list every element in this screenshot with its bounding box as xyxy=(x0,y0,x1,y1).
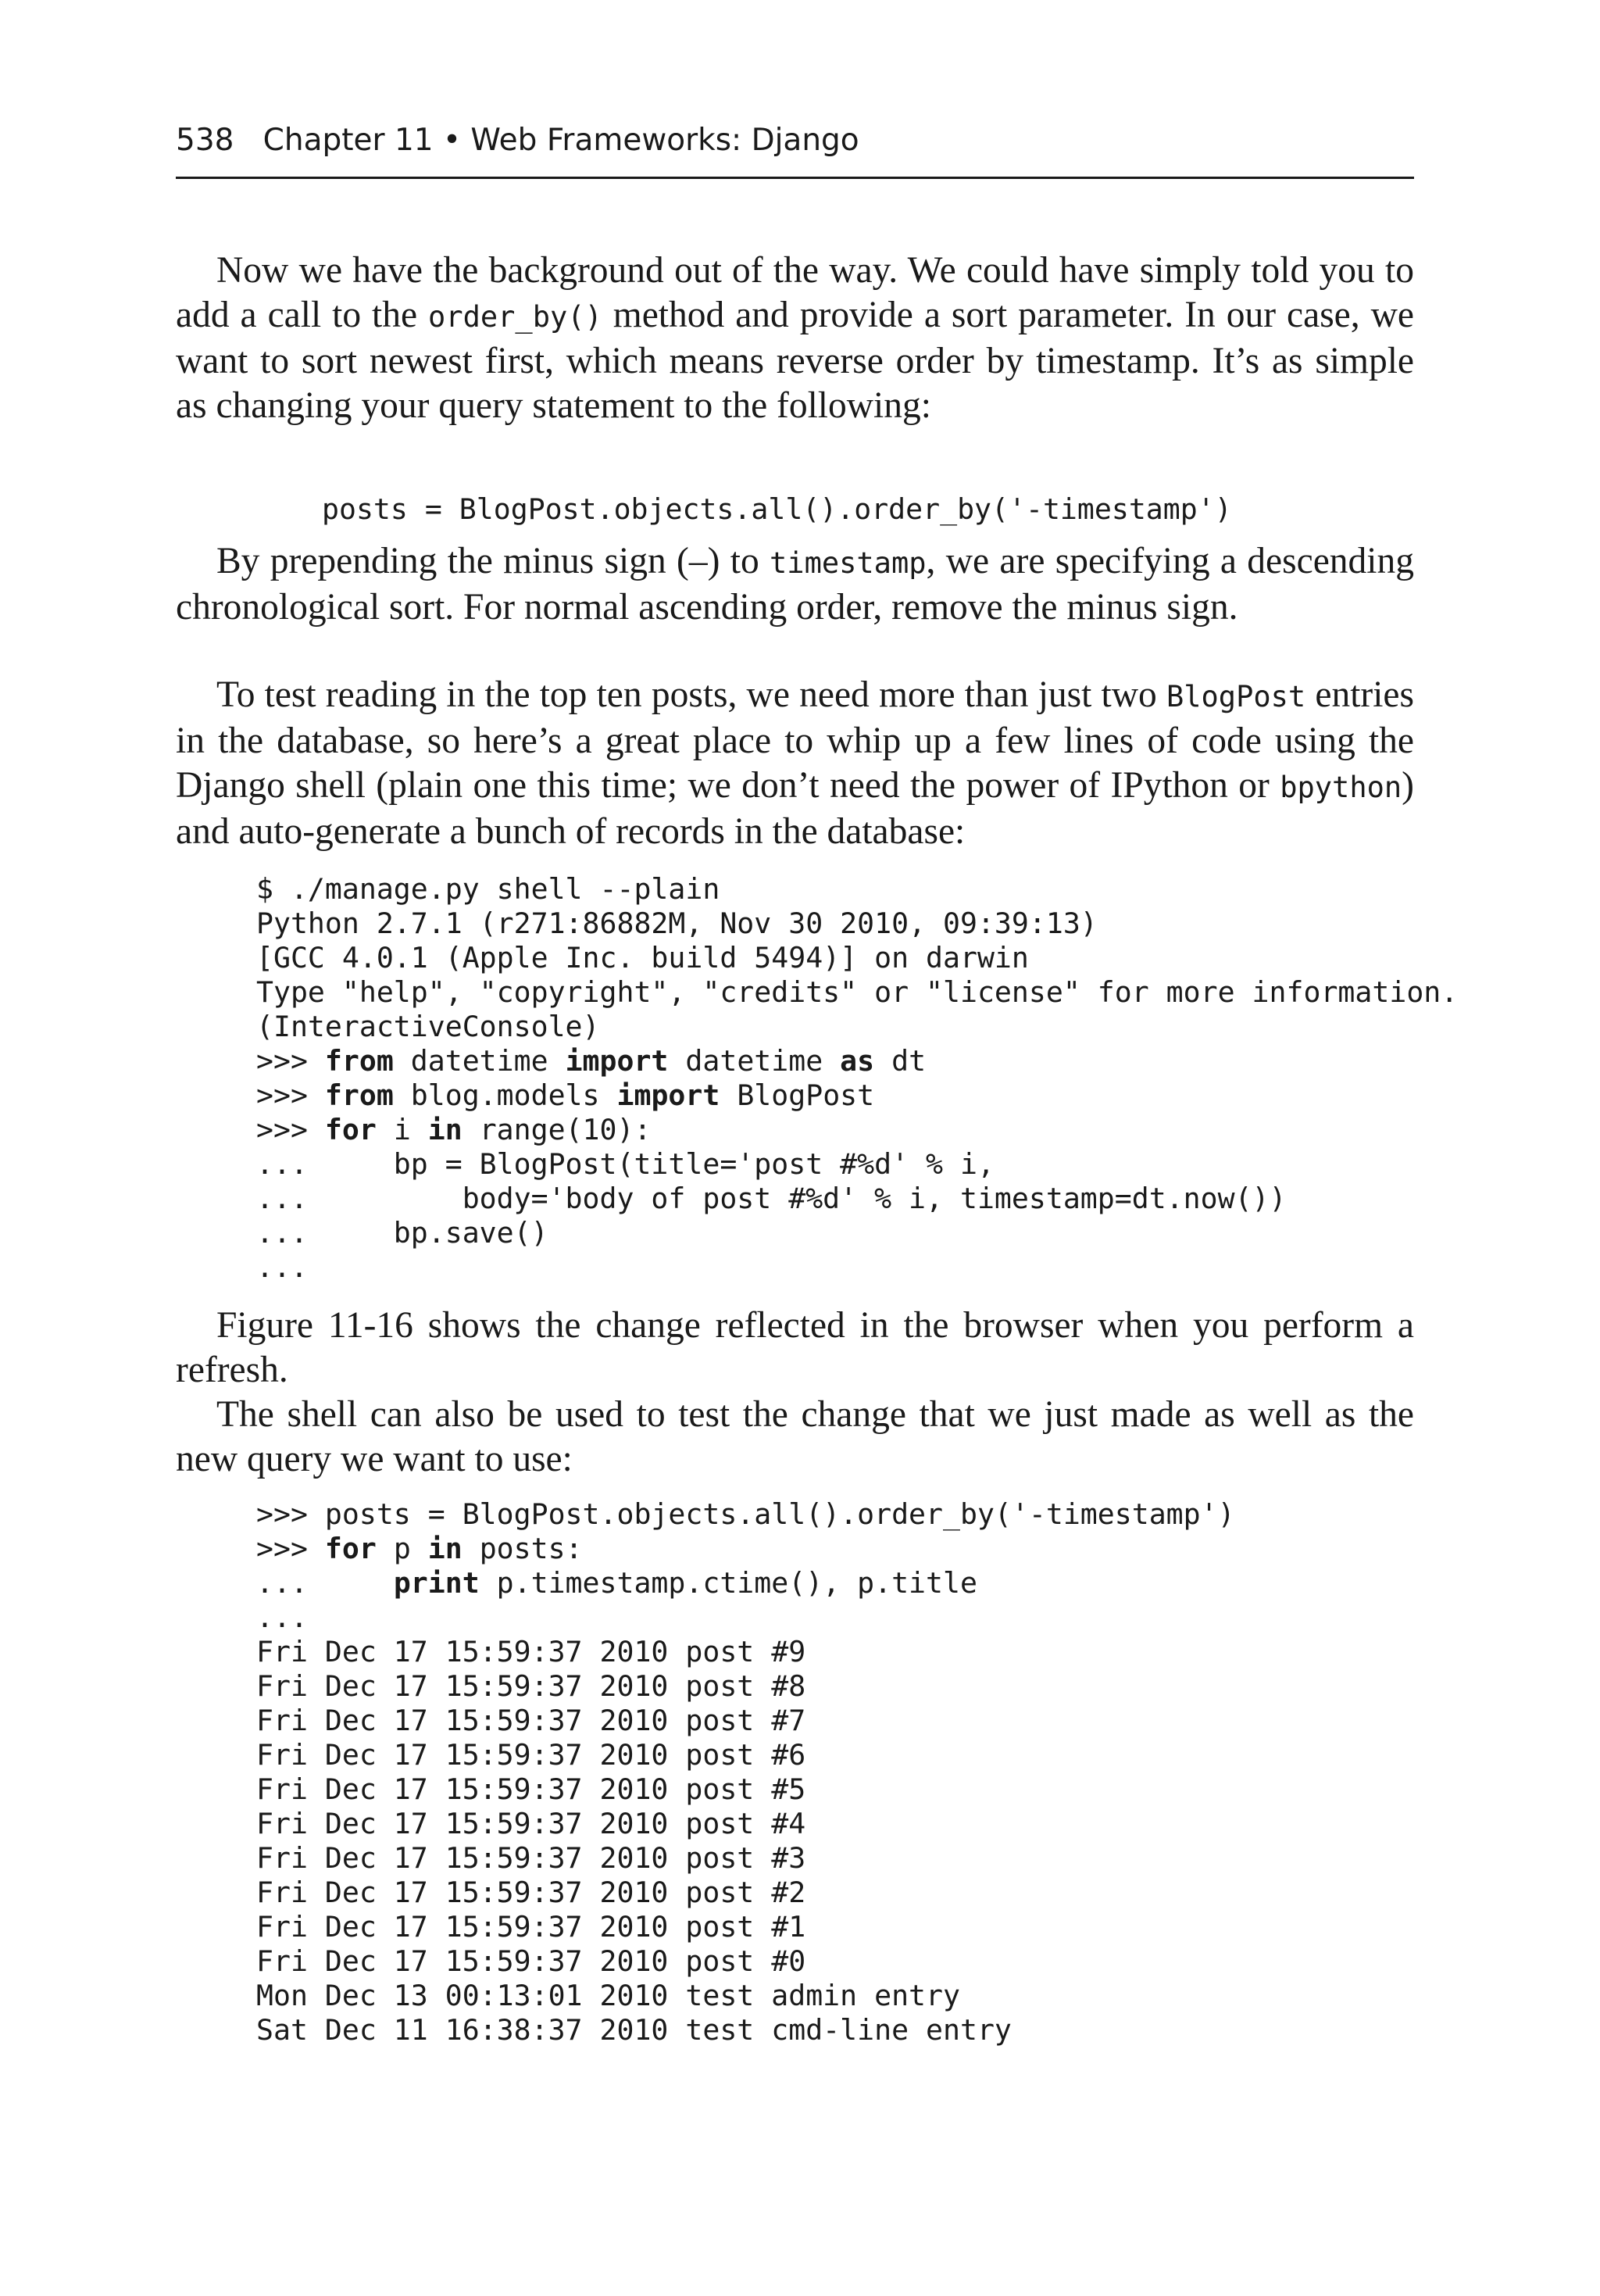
output-line: Fri Dec 17 15:59:37 2010 post #9 xyxy=(256,1635,806,1668)
output-line: Fri Dec 17 15:59:37 2010 post #4 xyxy=(256,1807,806,1840)
output-line: Fri Dec 17 15:59:37 2010 post #1 xyxy=(256,1910,806,1944)
running-header xyxy=(176,117,1414,164)
code-block-query-test: >>> posts = BlogPost.objects.all().order_by('-timestamp') >>> for p in posts: ... print p.timestamp.ctime(), p.title ... Fri Dec 17 15:59:37 2010 post #9 Fri Dec 17 15:59:37 2010 post #8 Fri Dec 17 15:59:37 2010 post #7 Fri Dec 17 15:59:37 2010 post #6 Fri Dec 17 15:59:37 2010 post #5 Fri Dec 17 15:59:37 2010 post #4 Fri Dec 17 15:59:37 2010 post #3 Fri Dec 17 15:59:37 2010 post #2 Fri Dec 17 15:59:37 2010 post #1 Fri Dec 17 15:59:37 2010 post #0 Mon Dec 13 00:13:01 2010 test admin entry Sat Dec 11 16:38:37 2010 test cmd-line entry xyxy=(256,1497,1235,2047)
output-line: Sat Dec 11 16:38:37 2010 test cmd-line entry xyxy=(256,2013,1012,2047)
header-rule xyxy=(176,177,1414,179)
paragraph-2: By prepending the minus sign (–) to timestamp, we are specifying a descending chronological sort. For normal ascending order, remove the minus sign. xyxy=(176,541,1414,628)
inline-code: timestamp xyxy=(770,546,927,580)
paragraph-4: Figure 11-16 shows the change reflected in the browser when you perform a refresh. xyxy=(176,1305,1414,1390)
inline-code: order_by() xyxy=(428,300,602,334)
paragraph-5: The shell can also be used to test the change that we just made as well as the new query we want to use: xyxy=(176,1394,1414,1479)
chapter-title: Chapter 11 • Web Frameworks: Django xyxy=(262,123,859,158)
output-line: Fri Dec 17 15:59:37 2010 post #6 xyxy=(256,1738,806,1772)
page-number: 538 xyxy=(176,123,234,158)
code-block-query: posts = BlogPost.objects.all().order_by('-timestamp') xyxy=(322,492,1232,526)
inline-code: BlogPost xyxy=(1166,680,1306,713)
output-line: Fri Dec 17 15:59:37 2010 post #0 xyxy=(256,1944,806,1978)
output-line: Fri Dec 17 15:59:37 2010 post #7 xyxy=(256,1704,806,1737)
output-line: Fri Dec 17 15:59:37 2010 post #2 xyxy=(256,1876,806,1909)
paragraph-1: Now we have the background out of the way. We could have simply told you to add a call to the order_by() method and provide a sort parameter. In our case, we want to sort newest first, which means reverse order by timestamp. It’s as simple as changing your query statement to the following: xyxy=(176,250,1414,426)
inline-code: bpython xyxy=(1280,771,1402,804)
code-block-shell-session: $ ./manage.py shell --plain Python 2.7.1 (r271:86882M, Nov 30 2010, 09:39:13) [GCC 4.0.1 (Apple Inc. build 5494)] on darwin Type "help", "copyright", "credits" or "license" for more information. (InteractiveConsole) >>> from datetime import datetime as dt >>> from blog.models import BlogPost >>> for i in range(10): ... bp = BlogPost(title='post #%d' % i, ... body='body of post #%d' % i, timestamp=dt.now()) ... bp.save() ... xyxy=(256,872,1459,1284)
output-line: Mon Dec 13 00:13:01 2010 test admin entry xyxy=(256,1979,960,2012)
output-line: Fri Dec 17 15:59:37 2010 post #3 xyxy=(256,1841,806,1875)
output-line: Fri Dec 17 15:59:37 2010 post #5 xyxy=(256,1772,806,1806)
output-line: Fri Dec 17 15:59:37 2010 post #8 xyxy=(256,1669,806,1703)
paragraph-3: To test reading in the top ten posts, we need more than just two BlogPost entries in the database, so here’s a great place to whip up a few lines of code using the Django shell (plain one this time; we don’t need the power of IPython or bpython) and auto-generate a bunch of records in the database: xyxy=(176,674,1414,852)
